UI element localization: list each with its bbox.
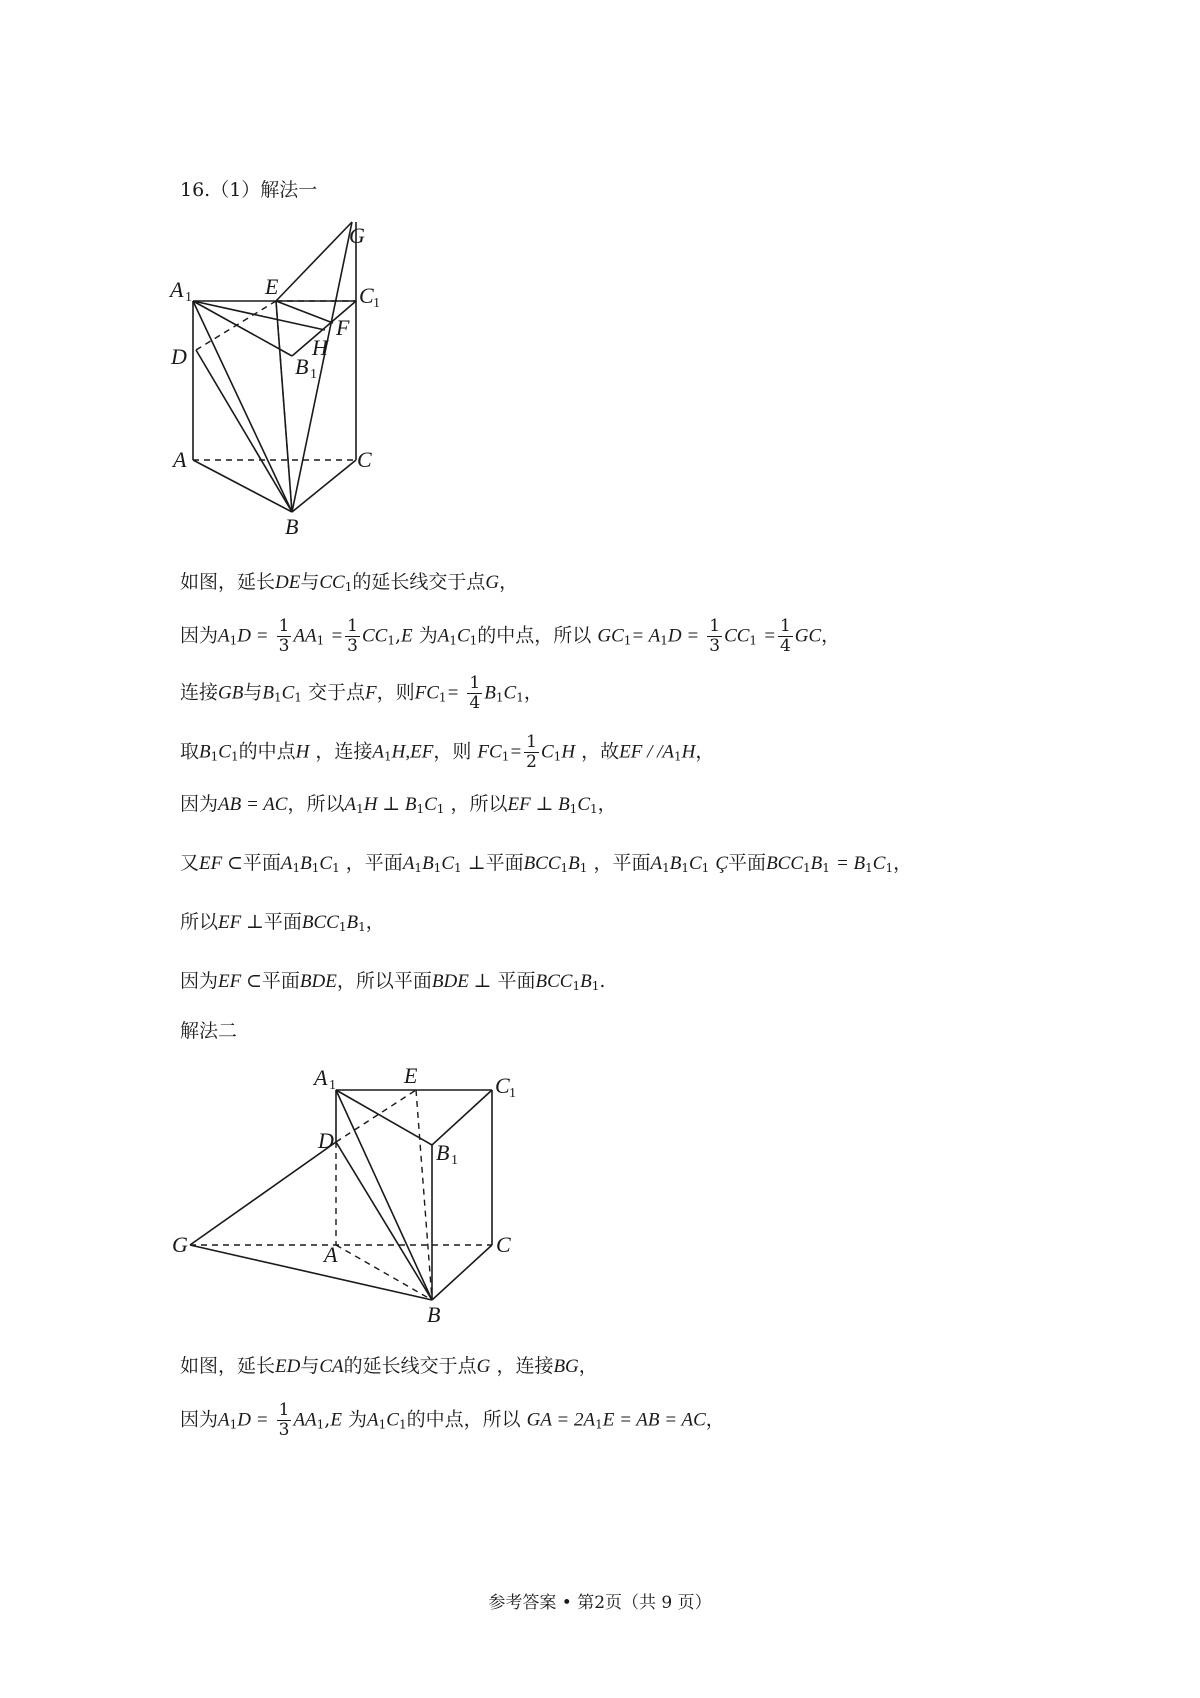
svg-text:1: 1: [509, 1086, 516, 1101]
m2-line-1: 如图，延长ED与CA的延长线交于点G ，连接BG，: [180, 1355, 598, 1377]
label-c: C: [357, 447, 372, 472]
line-a1-h: [193, 301, 325, 330]
line-e-f: [276, 301, 333, 323]
label-a: A: [324, 1242, 338, 1267]
label-c: C: [496, 1232, 511, 1257]
m1-line-2: 因为A1D = $\frac{1}{3}$ AA1 = $\frac{1}{3}$ CC1,E 为A1C1的中点，所以 GC1= A1D = $\frac{1}{3}$ CC1 = $\frac{1}{4}$ GC，: [180, 616, 841, 656]
m1-line-3: 连接GB与B1C1 交于点F，则FC1= $\frac{1}{4}$ B1C1，: [180, 673, 543, 713]
m1-line-6: 又EF ⊂平面A1B1C1 ，平面A1B1C1 ⊥平面BCC1B1 ，平面A1B1C1 Ç平面BCC1B1 = B1C1，: [180, 852, 913, 875]
line-a1-b: [193, 301, 292, 512]
line-d-b: [196, 350, 292, 512]
svg-text:1: 1: [329, 1078, 336, 1093]
m1-line-4: 取B1C1的中点H ，连接A1H,EF，则 FC1= $\frac{1}{2}$ C1H ，故EF / /A1H，: [180, 732, 715, 772]
line-a1-b: [336, 1090, 432, 1300]
label-b1: B: [436, 1140, 450, 1165]
edge-c1-b1: [432, 1090, 492, 1145]
label-d: D: [318, 1128, 334, 1153]
label-f: F: [336, 315, 350, 340]
label-b1: B: [295, 354, 309, 379]
page-footer: 参考答案 • 第2页（共 9 页）: [488, 1593, 712, 1613]
label-e: E: [265, 274, 279, 299]
m1-line-7: 所以EF ⊥平面BCC1B1，: [180, 911, 385, 934]
method-2-heading: 解法二: [180, 1020, 238, 1042]
label-h: H: [312, 335, 328, 360]
svg-text:1: 1: [451, 1153, 458, 1168]
m1-line-8: 因为EF ⊂平面BDE，所以平面BDE ⊥ 平面BCC1B1.: [180, 970, 606, 993]
label-e: E: [404, 1065, 418, 1088]
label-d: D: [171, 344, 187, 369]
label-a: A: [173, 447, 187, 472]
line-g-d: [190, 1142, 336, 1245]
line-d-b: [336, 1142, 432, 1300]
figure-prism-method-1: [165, 220, 425, 540]
svg-text:1: 1: [310, 367, 317, 382]
svg-text:1: 1: [373, 296, 380, 311]
label-g: G: [349, 223, 365, 248]
line-e-g: [276, 222, 352, 301]
label-g: G: [172, 1232, 188, 1257]
label-c1: C: [359, 283, 374, 308]
line-g-b: [190, 1245, 432, 1300]
label-a1: A: [314, 1065, 328, 1090]
edge-c-b: [432, 1245, 492, 1300]
m1-line-1: 如图，延长DE与CC1的延长线交于点G，: [180, 571, 519, 594]
label-b: B: [285, 514, 299, 539]
hidden-edge-a-b: [336, 1245, 432, 1300]
m2-line-2: 因为A1D = $\frac{1}{3}$ AA1,E 为A1C1的中点，所以 GA = 2A1E = AB = AC，: [180, 1400, 725, 1440]
label-b: B: [427, 1302, 441, 1325]
section-heading: 16.（1）解法一: [180, 179, 318, 201]
figure-prism-method-2: [170, 1065, 550, 1325]
m1-line-5: 因为AB = AC，所以A1H ⊥ B1C1 ，所以EF ⊥ B1C1，: [180, 793, 617, 816]
label-c1: C: [495, 1073, 510, 1098]
svg-text:1: 1: [185, 290, 192, 305]
hidden-line-d-e: [196, 301, 276, 350]
label-a1: A: [170, 277, 184, 302]
